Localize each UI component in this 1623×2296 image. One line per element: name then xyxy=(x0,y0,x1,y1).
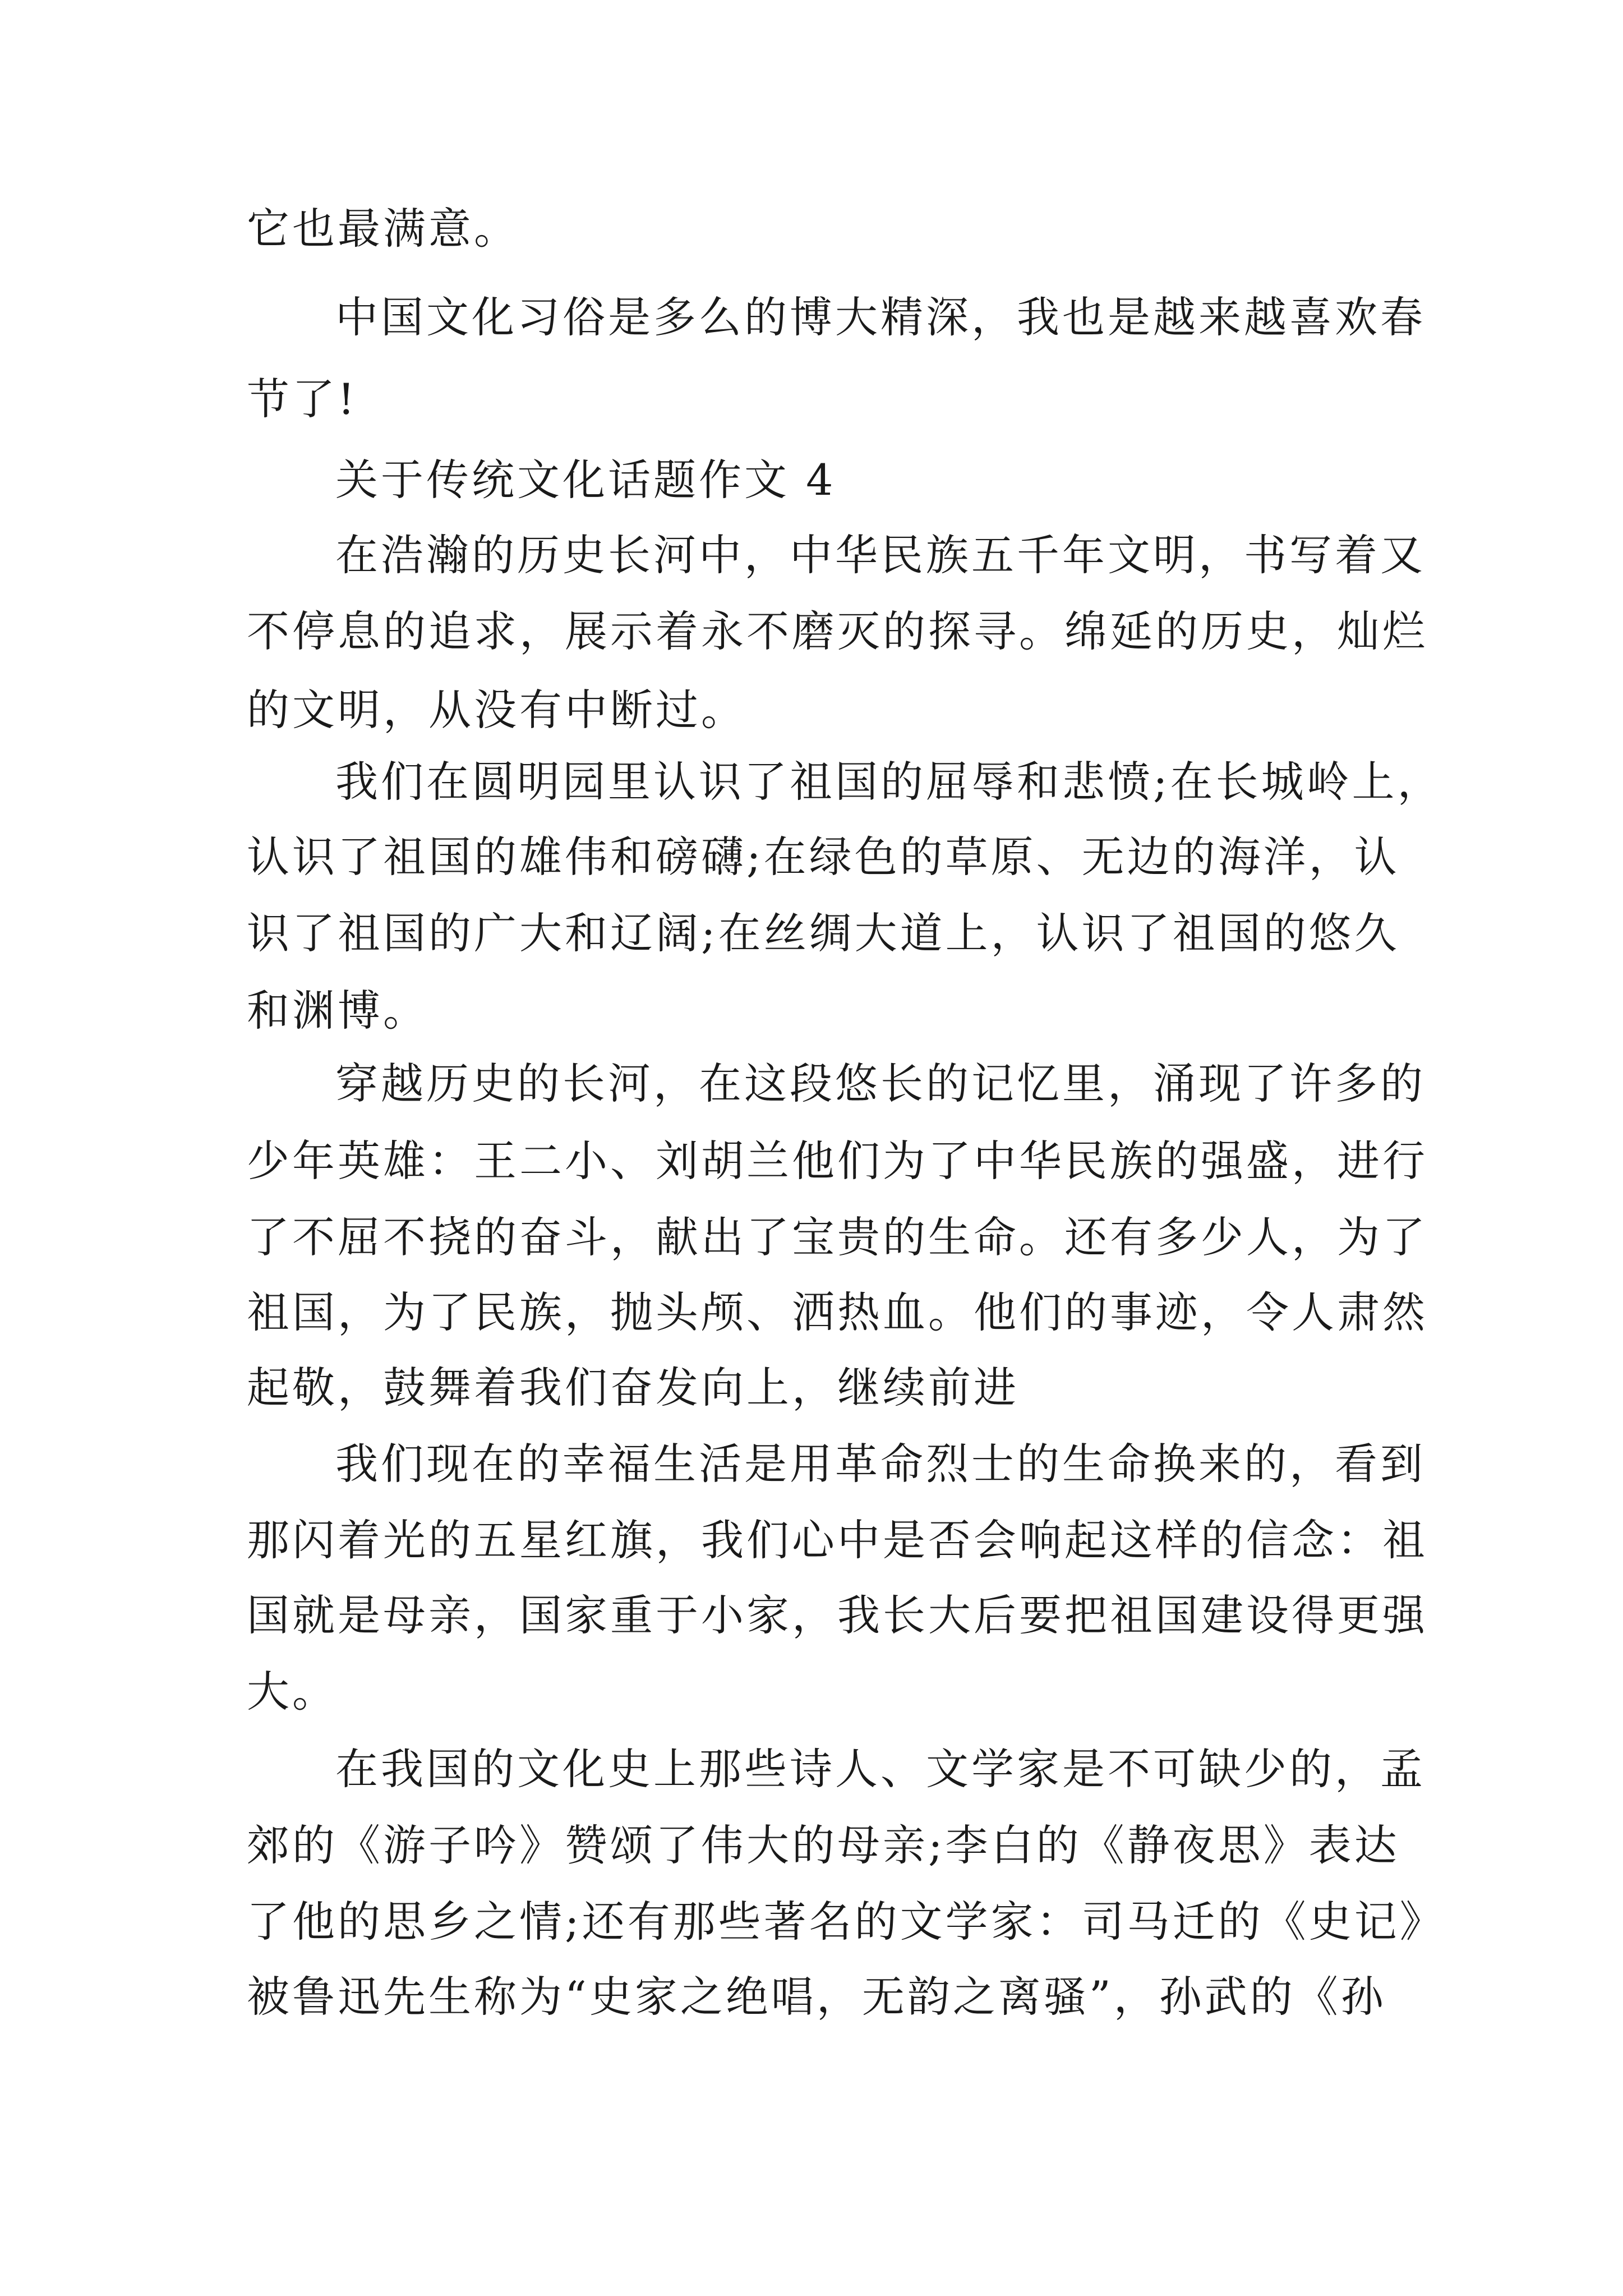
text-line: 国就是母亲，国家重于小家，我长大后要把祖国建设得更强 xyxy=(247,1590,1428,1640)
text-line: 节了! xyxy=(247,374,358,424)
text-line: 那闪着光的五星红旗，我们心中是否会响起这样的信念：祖 xyxy=(247,1515,1428,1565)
text-line: 祖国，为了民族，抛头颅、洒热血。他们的事迹，令人肃然 xyxy=(247,1287,1428,1337)
text-line: 它也最满意。 xyxy=(247,204,519,254)
text-line: 郊的《游子吟》赞颂了伟大的母亲;李白的《静夜思》表达 xyxy=(247,1820,1400,1870)
text-line: 起敬，鼓舞着我们奋发向上，继续前进 xyxy=(247,1363,1019,1412)
section-heading: 关于传统文化话题作文 4 xyxy=(335,455,836,505)
text-line: 我们现在的幸福生活是用革命烈士的生命换来的，看到 xyxy=(335,1439,1426,1489)
text-line: 大。 xyxy=(247,1667,338,1717)
text-line: 了他的思乡之情;还有那些著名的文学家：司马迁的《史记》 xyxy=(247,1897,1445,1947)
text-line: 识了祖国的广大和辽阔;在丝绸大道上，认识了祖国的悠久 xyxy=(247,908,1400,958)
text-line: 少年英雄：王二小、刘胡兰他们为了中华民族的强盛，进行 xyxy=(247,1136,1428,1186)
text-line: 中国文化习俗是多么的博大精深，我也是越来越喜欢春 xyxy=(335,292,1426,342)
text-line: 在浩瀚的历史长河中，中华民族五千年文明，书写着又 xyxy=(335,530,1426,580)
text-line: 和渊博。 xyxy=(247,986,428,1036)
text-line: 被鲁迅先生称为“史家之绝唱，无韵之离骚”，孙武的《孙 xyxy=(247,1972,1386,2022)
text-line: 不停息的追求，展示着永不磨灭的探寻。绵延的历史，灿烂 xyxy=(247,606,1428,656)
text-line: 的文明，从没有中断过。 xyxy=(247,685,746,735)
text-line: 认识了祖国的雄伟和磅礴;在绿色的草原、无边的海洋，认 xyxy=(247,832,1400,882)
text-line: 在我国的文化史上那些诗人、文学家是不可缺少的，孟 xyxy=(335,1744,1426,1794)
text-line: 了不屈不挠的奋斗，献出了宝贵的生命。还有多少人，为了 xyxy=(247,1212,1428,1262)
text-line: 穿越历史的长河，在这段悠长的记忆里，涌现了许多的 xyxy=(335,1059,1426,1108)
text-line: 我们在圆明园里认识了祖国的屈辱和悲愤;在长城岭上， xyxy=(335,757,1443,807)
